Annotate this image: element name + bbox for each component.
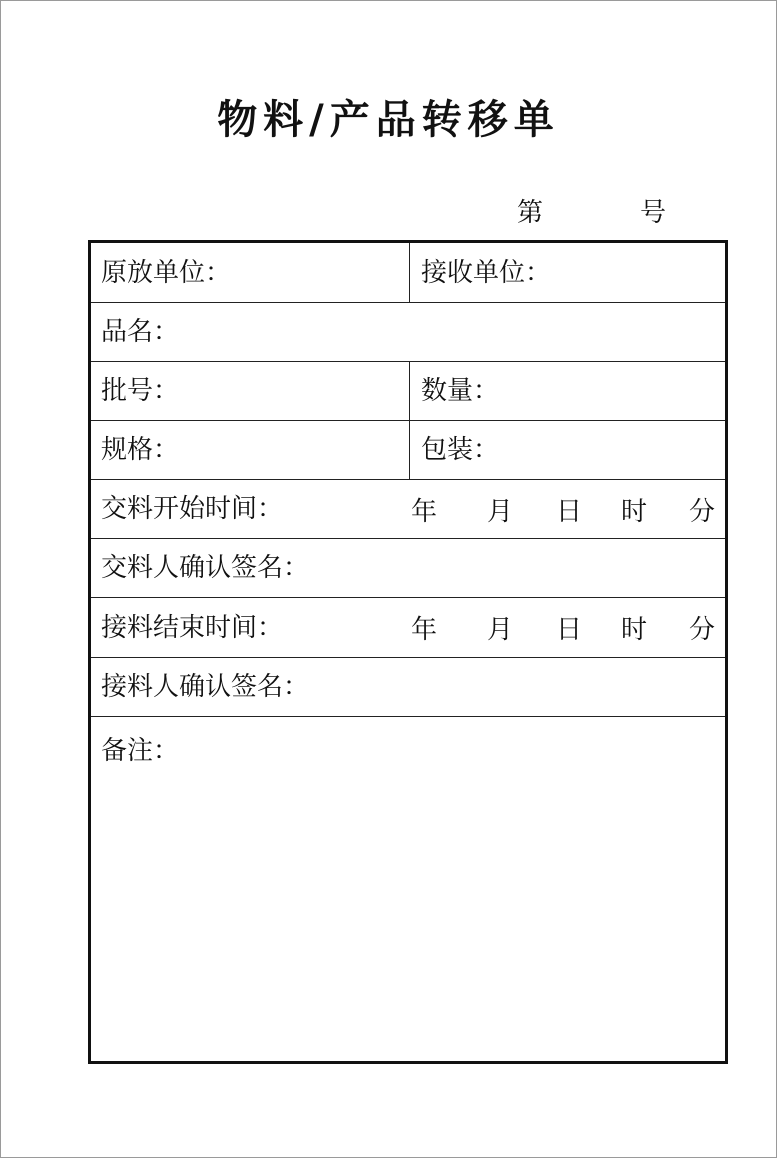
column-divider <box>409 243 410 302</box>
quantity-label: 数量： <box>421 376 500 406</box>
remarks-label: 备注： <box>101 736 180 766</box>
row-product-name <box>91 303 725 362</box>
packaging-label: 包装： <box>421 435 500 465</box>
column-divider <box>409 362 410 420</box>
day-unit: 日 <box>556 615 583 645</box>
month-unit: 月 <box>487 615 514 645</box>
receiving-unit-label: 接收单位： <box>421 257 552 288</box>
row-batch-quantity <box>91 362 725 421</box>
handover-sign-label: 交料人确认签名： <box>101 553 310 583</box>
serial-prefix: 第 <box>517 198 544 228</box>
batch-no-label: 批号： <box>101 376 180 406</box>
year-unit: 年 <box>411 496 438 527</box>
hour-unit: 时 <box>621 496 648 527</box>
hour-unit: 时 <box>621 615 648 645</box>
receive-sign-label: 接料人确认签名： <box>101 672 310 702</box>
row-receive-sign <box>91 658 725 717</box>
spec-label: 规格： <box>101 435 180 465</box>
transfer-form-table <box>88 240 728 1064</box>
row-spec-packaging <box>91 421 725 480</box>
form-title: 物料/产品转移单 <box>217 97 560 143</box>
year-unit: 年 <box>411 615 438 645</box>
row-units <box>91 243 725 303</box>
product-name-label: 品名： <box>101 317 180 347</box>
minute-unit: 分 <box>689 496 716 527</box>
column-divider <box>409 421 410 479</box>
row-handover-start <box>91 480 725 539</box>
row-handover-sign <box>91 539 725 598</box>
receive-end-label: 接料结束时间： <box>101 612 284 643</box>
month-unit: 月 <box>487 496 514 527</box>
day-unit: 日 <box>556 496 583 527</box>
handover-start-label: 交料开始时间： <box>101 494 284 524</box>
row-receive-end <box>91 598 725 658</box>
source-unit-label: 原放单位： <box>101 257 232 288</box>
serial-suffix: 号 <box>640 198 667 228</box>
minute-unit: 分 <box>689 615 716 645</box>
